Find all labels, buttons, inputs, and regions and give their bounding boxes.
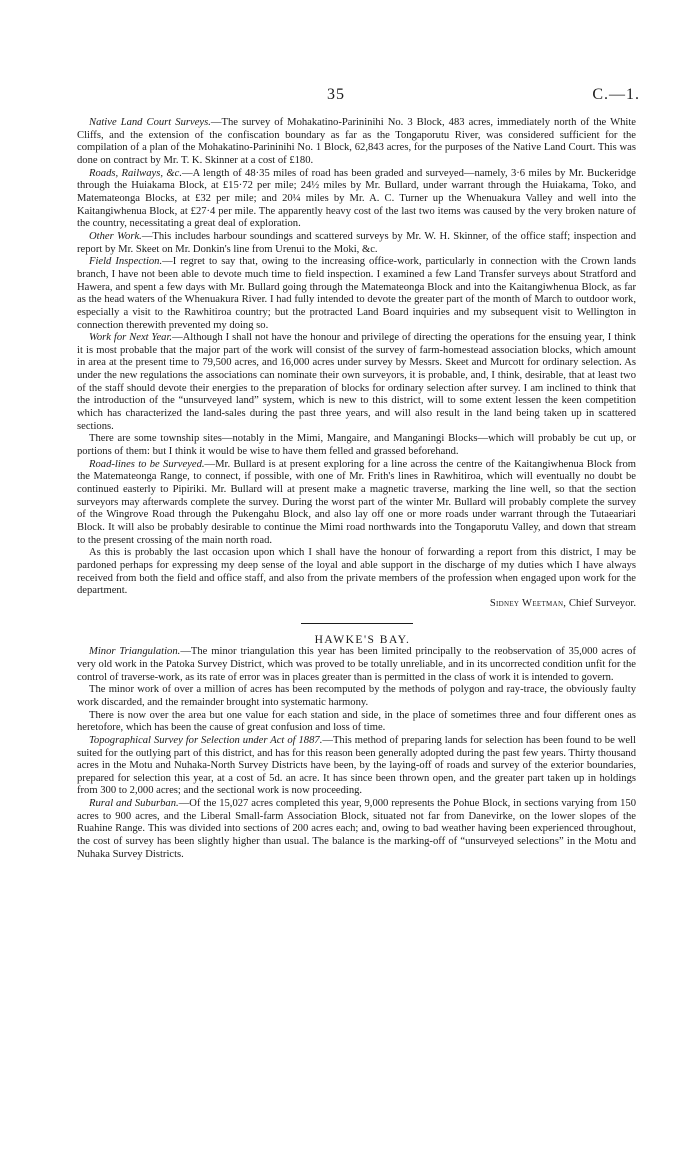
- paragraph-title: Field Inspection.: [89, 256, 163, 268]
- paragraph-text: —Although I shall not have the honour and privilege of directing the operations for the ensuing year, I think it is most probable that the major part of the work will consist of the survey of farm-homestead association blocks, which amount in area at the present time to 79,500 acres, and 16,000 acres under survey by Messrs. Skeet and Murcott for ordinary selection. As under the new regulations the associations can nominate their own surveyors, it is probable, and, I think, desirable, that at least two of the staff should devote their energies to the preparation of blocks for ordinary selection after survey. I am inclined to think that the introduction of the “unsurveyed land” system, which is new to this district, will to some extent lessen the keen competition which has characterized the land-sales during the past three years, and will also result in the land being taken up in scattered sections.: [77, 332, 636, 432]
- document-reference: C.—1.: [592, 86, 640, 103]
- signature-title: Chief Surveyor.: [568, 597, 636, 609]
- signature: [77, 598, 636, 611]
- paragraph-title: Native Land Court Surveys.: [89, 117, 211, 128]
- report-body: [77, 117, 636, 861]
- paragraph-text: —A length of 48·35 miles of road has been graded and surveyed—namely, 3·6 miles by Mr. Buckeridge through the Huiakama Block, at £15·72 per mile; 24½ miles by Mr. Bullard, under warrant through the Huiakama, Toko, and Matemateonga Blocks, at £32 per mile; and 20¼ miles by Mr. A. C. Turner up the Whenuakura Valley and well into the Kaitangiwhenua Block, at £27·4 per mile. The apparently heavy cost of the last two items was caused by the very broken nature of the country, necessitating a great deal of exploration.: [77, 167, 636, 230]
- paragraph-minor-work: The minor work of over a million of acres has been recomputed by the methods of polygon and ray-trace, the obviously faulty work discarded, and the remainder brought into systematic harmony.: [77, 684, 636, 708]
- paragraph-one-value: There is now over the area but one value for each station and side, in the place of sometimes three and four different ones as heretofore, which has been the cause of great confusion and loss of time.: [77, 709, 636, 734]
- paragraph-other-work: [77, 231, 636, 256]
- paragraph-text: —This includes harbour soundings and scattered surveys by Mr. W. H. Skinner, of the office staff; inspection and report by Mr. Skeet on Mr. Donkin's line from Urenui to the Moki, &c.: [77, 230, 636, 255]
- paragraph-title: Work for Next Year.: [89, 332, 173, 344]
- page-header: [0, 86, 700, 106]
- paragraph-topographical-survey: [77, 735, 636, 798]
- section-divider: [301, 623, 413, 624]
- paragraph-roads: [77, 168, 636, 231]
- paragraph-road-lines: [77, 459, 636, 548]
- paragraph-township-sites: There are some township sites—notably in the Mimi, Mangaire, and Manganingi Blocks—which will probably be cut up, or portions of them: but I think it would be wise to have them felled and grassed beforehand.: [77, 433, 636, 458]
- paragraph-title: Roads, Railways, &c.: [89, 167, 182, 179]
- paragraph-closing: [77, 547, 636, 598]
- paragraph-work-next-year: [77, 332, 636, 433]
- paragraph-text: As this is probably the last occasion upon which I shall have the honour of forwarding a report from this district, I may be pardoned perhaps for expressing my deep sense of the loyal and able support in the discharge of my duties which I have always received from both the field and office staff, and also from the private members of the profession when engaged upon work for the department.: [77, 547, 636, 597]
- paragraph-text: —The minor triangulation this year has been limited principally to the reobservation of 35,000 acres of very old work in the Patoka Survey District, which was proved to be totally unreliable, and in its uncorrected condition unfit for the control of traverse-work, as its rate of error was in places greater than is permitted in the class of work it is intended to govern.: [77, 646, 637, 683]
- paragraph-title: Topographical Survey for Selection under Act of 1887.: [89, 734, 323, 746]
- signature-name: Sidney Weetman,: [489, 597, 567, 609]
- paragraph-rural-suburban: [77, 798, 636, 861]
- paragraph-text: —Mr. Bullard is at present exploring for a line across the centre of the Kaitangiwhenua Block from the Matemateonga Range, to connect, if possible, with one of Mr. Frith's lines in Rawhitiroa, which will eventually no doubt be continued easterly to Pipiriki. Mr. Bullard will at present make a magnetic traverse, marking the line well, so that the section surveyors may afterwards complete the survey. During the worst part of the winter Mr. Bullard will probably complete the survey of the Wingrove Road through the Pukengahu Block, and also lay off one or more roads under warrant through the Tutaeariari Block. It will also be probably desirable to continue the Mimi road northwards into the Tongaporutu Valley, and down that stream to the present crossing of the main north road.: [77, 458, 636, 546]
- paragraph-minor-triangulation: [77, 646, 636, 684]
- paragraph-native-land-court: [77, 117, 636, 168]
- paragraph-title: Other Work.: [89, 230, 142, 242]
- section-title-hawkes-bay: HAWKE'S BAY.: [314, 633, 411, 646]
- page-number: 35: [327, 86, 345, 103]
- paragraph-field-inspection: [77, 256, 636, 332]
- paragraph-title: Minor Triangulation.: [89, 646, 181, 658]
- paragraph-text: —I regret to say that, owing to the increasing office-work, particularly in connection with the Crown lands branch, I have not been able to devote much time to field inspection. I examined a few Land Transfer surveys about Stratford and Hawera, and spent a few days with Mr. Bullard going through the Matemateonga Block and into the Kaitangiwhenua Block, as far as the head waters of the Whenuakura River. I had fully intended to devote the greater part of the month of March to outdoor work, especially a visit to the Rawhitiroa country; but the protracted Land Board inquiries and my subsequent visit to Wellington in connection therewith prevented my doing so.: [77, 256, 636, 331]
- paragraph-text: —Of the 15,027 acres completed this year, 9,000 represents the Pohue Block, in sections varying from 150 acres to 900 acres, and the Liberal Small-farm Association Block, situated not far from Danevirke, on the lower slopes of the Ruahine Range. This was divided into sections of 200 acres each; and, owing to bad weather having been experienced throughout, the cost of survey has been slightly higher than usual. The balance is the marking-off of “unsurveyed selections” in the Motu and Nuhaka Survey Districts.: [77, 798, 637, 860]
- paragraph-title: Road-lines to be Surveyed.: [89, 458, 205, 470]
- paragraph-title: Rural and Suburban.: [89, 798, 179, 810]
- paragraph-text: —The survey of Mohakatino-Parininihi No. 3 Block, 483 acres, immediately north of the White Cliffs, and the extension of the confiscation boundary as far as the Tongaporutu River, was considered sufficient for the compilation of a plan of the Mohakatino-Parininihi No. 1 Block, 62,843 acres, for the purposes of the Native Land Court. This was done on contract by Mr. T. K. Skinner at a cost of £180.: [77, 117, 636, 166]
- paragraph-text: —This method of preparing lands for selection has been found to be well suited for the outlying part of this district, and has for this reason been generally adopted during the past few years. Thirty thousand acres in the Motu and Nuhaka-North Survey Districts have been, by the laying-off of roads and survey of the exterior boundaries, prepared for selection this year, at a cost of 5d. an acre. It has since been thrown open, and the greater part taken up in holdings from 300 to 2,000 acres; and the sectional work is now proceeding.: [77, 734, 636, 797]
